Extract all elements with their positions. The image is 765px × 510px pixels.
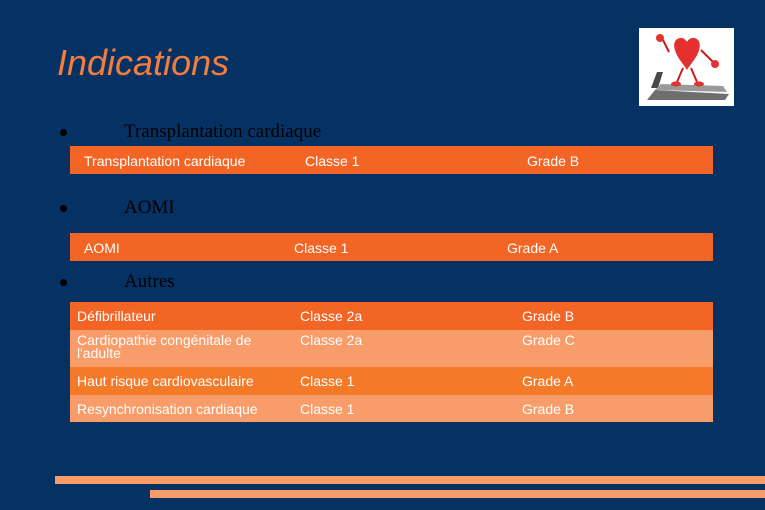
band-cell-label: AOMI [84, 240, 120, 256]
table-row [70, 395, 713, 422]
band-aomi [70, 233, 713, 261]
table-cell-class: Classe 2a [300, 308, 363, 324]
bullet-heading: Transplantation cardiaque [124, 121, 322, 142]
table-cell-grade: Grade B [522, 401, 575, 417]
band-cell-class: Classe 1 [305, 153, 360, 169]
bullet-dot-icon [60, 279, 67, 286]
table-cell-class: Classe 1 [300, 401, 355, 417]
slide-title: Indications [57, 42, 230, 83]
footer-bar-top [55, 476, 765, 484]
table-row [70, 302, 713, 330]
table-row [70, 330, 713, 367]
bullet-heading: Autres [124, 271, 175, 292]
bullet-dot-icon [60, 205, 67, 212]
band-cell-class: Classe 1 [294, 240, 349, 256]
table-cell-class: Classe 1 [300, 373, 355, 389]
table-cell-indication: Défibrillateur [77, 308, 156, 324]
bullet-heading: AOMI [124, 197, 175, 218]
band-cell-label: Transplantation cardiaque [84, 153, 246, 169]
table-cell-grade: Grade C [522, 332, 575, 348]
table-cell-grade: Grade B [522, 308, 575, 324]
band-cell-grade: Grade A [507, 240, 559, 256]
heart-on-treadmill-icon [639, 28, 734, 106]
indications-table [70, 302, 713, 422]
table-cell-indication: Haut risque cardiovasculaire [77, 373, 254, 389]
table-cell-indication: Resynchronisation cardiaque [77, 401, 258, 417]
table-cell-indication: Cardiopathie congénitale de l'adulte [77, 332, 252, 361]
band-transplantation [70, 146, 713, 174]
table-row [70, 367, 713, 395]
footer-bar-bottom [150, 490, 765, 498]
table-cell-class: Classe 2a [300, 332, 363, 348]
bullet-dot-icon [60, 129, 67, 136]
table-cell-grade: Grade A [522, 373, 574, 389]
band-cell-grade: Grade B [527, 153, 580, 169]
